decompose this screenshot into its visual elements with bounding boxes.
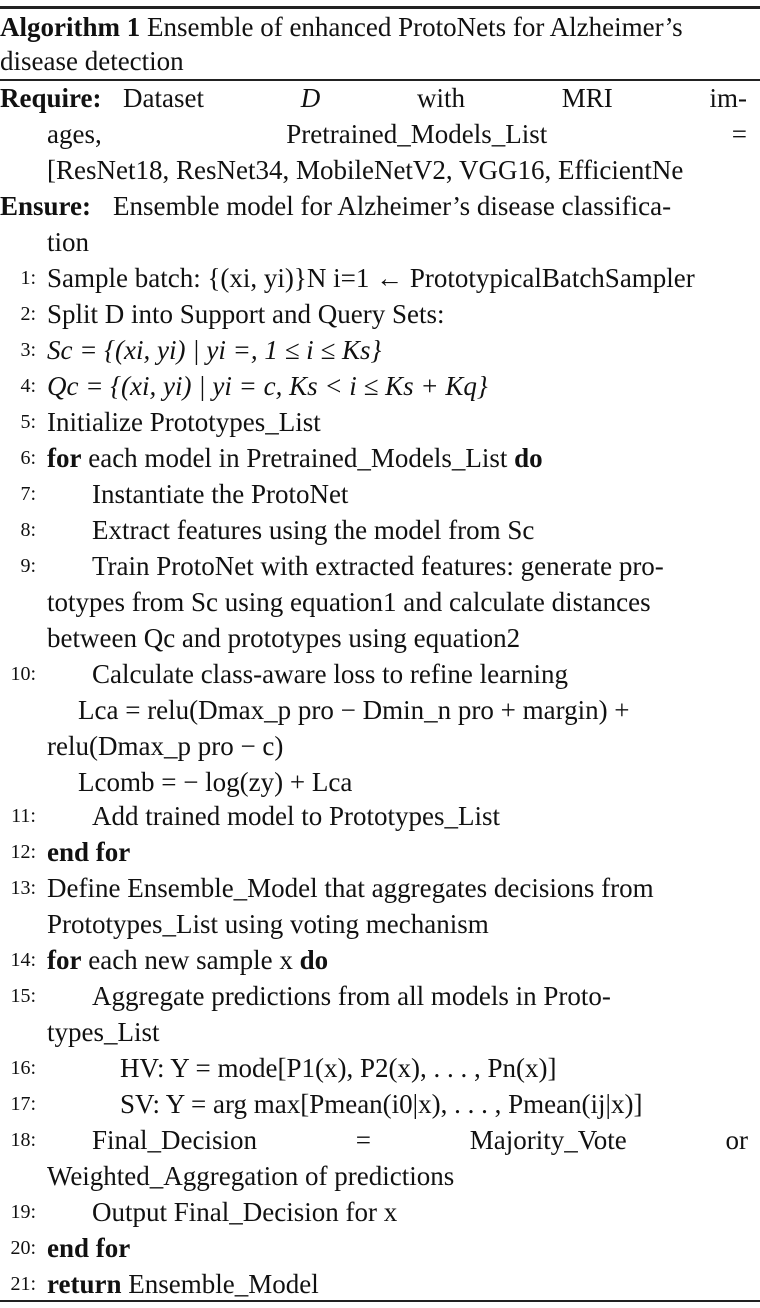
step-text: Initialize Prototypes_List (47, 407, 321, 437)
require-word: D (300, 83, 321, 113)
step-text: Calculate class-aware loss to refine learning (92, 659, 569, 689)
require-word: im- (709, 83, 747, 113)
step-text: each new sample x (88, 945, 293, 975)
line-number: 18: (10, 1129, 36, 1151)
step-word: = (355, 1125, 371, 1155)
lca-equation: relu(Dmax_p pro − c) (47, 731, 284, 761)
line-number: 11: (11, 805, 36, 827)
end-for-keyword: end for (47, 1233, 131, 1263)
query-set-equation: Qc = {(xi, yi) | yi = c, Ks < i ≤ Ks + Kq} (47, 371, 488, 401)
step-word: or (725, 1125, 748, 1155)
do-keyword: do (514, 443, 543, 473)
require-word: Dataset (123, 83, 204, 113)
line-number: 14: (10, 949, 36, 971)
line-number: 4: (20, 375, 36, 397)
line-number: 1: (20, 267, 36, 289)
require-word: Pretrained_Models_List (286, 119, 548, 149)
algorithm-title-line2: disease detection (0, 46, 184, 76)
line-number: 8: (20, 519, 36, 541)
step-text: Output Final_Decision for x (92, 1197, 398, 1227)
require-keyword: Require: (0, 83, 102, 113)
step-text: Extract features using the model from Sc (92, 515, 535, 545)
step-words (92, 1122, 748, 1158)
require-word: MRI (561, 83, 613, 113)
support-set-equation: Sc = {(xi, yi) | yi =, 1 ≤ i ≤ Ks} (47, 335, 382, 365)
return-keyword: return (47, 1269, 122, 1299)
algorithm-label: Algorithm 1 (0, 12, 141, 42)
line-number: 21: (10, 1273, 36, 1295)
step-text: Prototypes_List using voting mechanism (47, 909, 489, 939)
soft-voting-equation: SV: Y = arg max[Pmean(i0|x), . . . , Pmean(ij|x)] (120, 1089, 643, 1119)
step-text: each model in Pretrained_Models_List (88, 443, 508, 473)
model-list: [ResNet18, ResNet34, MobileNetV2, VGG16, EfficientNe (47, 155, 684, 185)
line-number: 10: (10, 663, 36, 685)
require-words (123, 80, 747, 116)
line-number: 19: (10, 1201, 36, 1223)
ensure-text: tion (47, 227, 90, 257)
step-text: Define Ensemble_Model that aggregates decisions from (47, 873, 654, 903)
line-number: 13: (10, 877, 36, 899)
do-keyword: do (299, 945, 329, 975)
step-text: Add trained model to Prototypes_List (92, 801, 500, 831)
line-number: 9: (20, 555, 36, 577)
line-number: 5: (20, 411, 36, 433)
ensure-text: Ensemble model for Alzheimer’s disease classifica- (113, 191, 672, 221)
for-keyword: for (47, 945, 82, 975)
line-number: 12: (10, 841, 36, 863)
for-keyword: for (47, 443, 82, 473)
top-rule (0, 6, 760, 9)
lca-equation: Lca = relu(Dmax_p pro − Dmin_n pro + margin) + (78, 695, 630, 725)
line-number: 15: (10, 985, 36, 1007)
step-word: Majority_Vote (469, 1125, 627, 1155)
step-text: Sample batch: {(xi, yi)}N i=1 ← PrototypicalBatchSampler (47, 263, 695, 293)
step-text: types_List (47, 1017, 160, 1047)
end-for-keyword: end for (47, 837, 131, 867)
step-text: between Qc and prototypes using equation2 (47, 623, 521, 653)
step-text: Split D into Support and Query Sets: (47, 299, 445, 329)
hard-voting-equation: HV: Y = mode[P1(x), P2(x), . . . , Pn(x)] (120, 1053, 557, 1083)
line-number: 2: (20, 303, 36, 325)
line-number: 16: (10, 1057, 36, 1079)
require-word: with (416, 83, 465, 113)
require-words (47, 116, 747, 152)
step-text: Ensemble_Model (128, 1269, 319, 1299)
step-text: totypes from Sc using equation1 and calculate distances (47, 587, 651, 617)
lcomb-equation: Lcomb = − log(zy) + Lca (78, 767, 353, 797)
step-text: Weighted_Aggregation of predictions (47, 1161, 455, 1191)
algorithm-title-line1: Ensemble of enhanced ProtoNets for Alzheimer’s (146, 12, 683, 42)
line-number: 7: (20, 483, 36, 505)
ensure-keyword: Ensure: (0, 191, 92, 221)
line-number: 6: (20, 447, 36, 469)
algorithm-caption (0, 10, 760, 78)
step-text: Train ProtoNet with extracted features: generate pro- (92, 551, 664, 581)
step-text: Aggregate predictions from all models in Proto- (92, 981, 611, 1011)
require-word: = (731, 119, 747, 149)
require-word: ages, (47, 119, 102, 149)
line-number: 17: (10, 1093, 36, 1115)
line-number: 20: (10, 1237, 36, 1259)
line-number: 3: (20, 339, 36, 361)
step-text: Instantiate the ProtoNet (92, 479, 349, 509)
step-word: Final_Decision (92, 1125, 257, 1155)
